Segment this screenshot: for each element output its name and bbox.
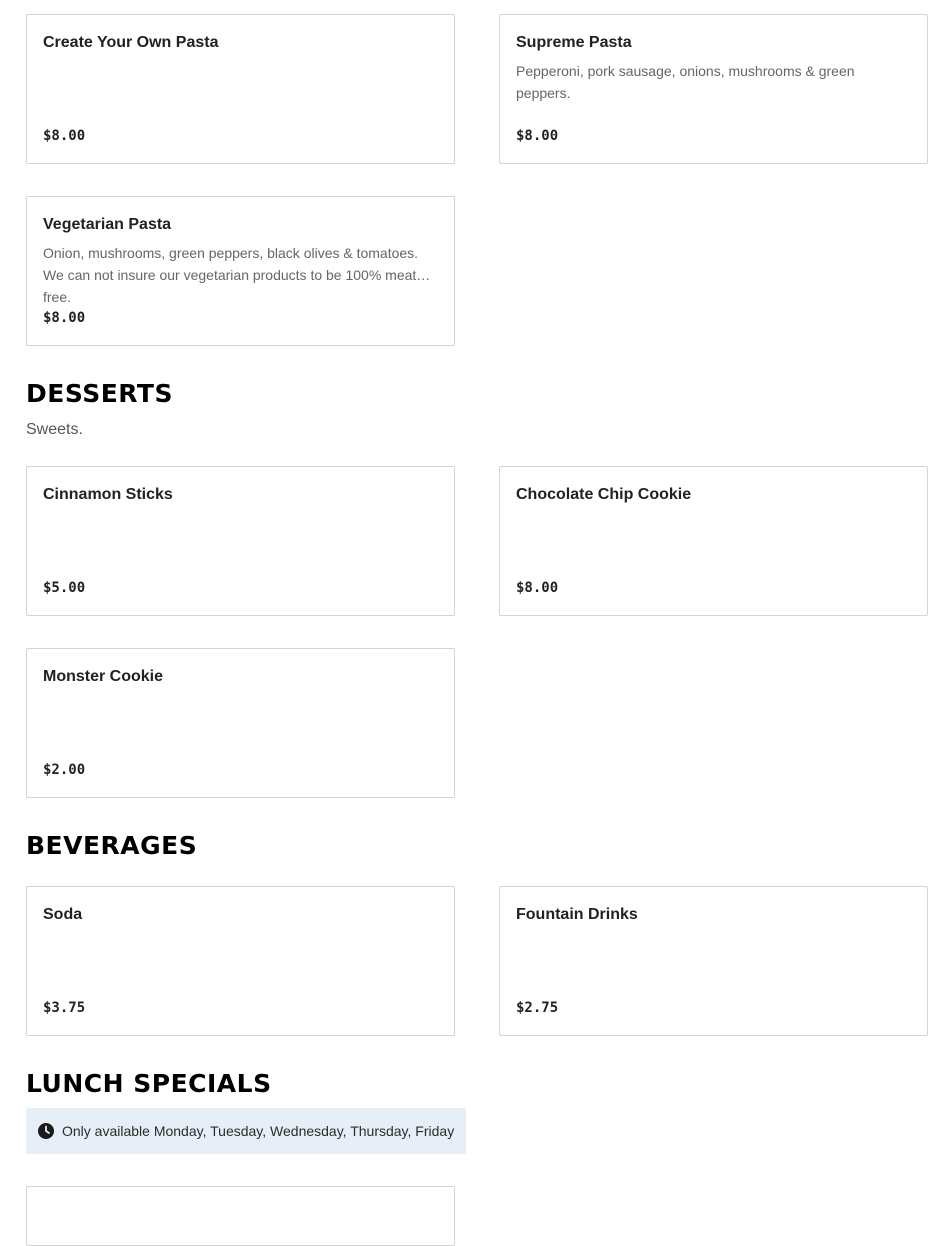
section-subtitle-desserts: Sweets.: [26, 421, 83, 438]
item-name: Cinnamon Sticks: [43, 486, 173, 503]
item-name: Chocolate Chip Cookie: [516, 486, 692, 503]
item-description: Pepperoni, pork sausage, onions, mushrooms & green peppers.: [516, 63, 855, 101]
item-price: $8.00: [43, 128, 86, 144]
menu-item-card[interactable]: [26, 196, 455, 346]
item-price: $2.75: [516, 1000, 559, 1016]
item-price: $5.00: [43, 580, 86, 596]
menu-item-card[interactable]: [499, 466, 928, 616]
item-name: Soda: [43, 906, 83, 923]
menu-item-card[interactable]: [26, 648, 455, 798]
item-price: $2.00: [43, 762, 86, 778]
section-title-beverages: BEVERAGES: [26, 831, 198, 860]
item-description: Onion, mushrooms, green peppers, black olives & tomatoes. We can not insure our vegetarian products to be 100% meat free.: [43, 245, 419, 305]
item-name: Supreme Pasta: [516, 34, 632, 51]
menu-item-card[interactable]: [26, 1186, 455, 1246]
item-price: $8.00: [516, 128, 559, 144]
section-title-lunch-specials: LUNCH SPECIALS: [26, 1069, 272, 1098]
menu-item-card[interactable]: [26, 14, 455, 164]
item-name: Fountain Drinks: [516, 906, 638, 923]
menu-item-card[interactable]: [26, 466, 455, 616]
item-name: Create Your Own Pasta: [43, 34, 219, 51]
clock-icon: [38, 1123, 54, 1139]
menu-item-card[interactable]: [26, 886, 455, 1036]
menu-item-card[interactable]: [499, 886, 928, 1036]
section-title-desserts: DESSERTS: [26, 379, 173, 408]
item-price: $8.00: [516, 580, 559, 596]
item-name: Monster Cookie: [43, 668, 164, 685]
menu-item-card[interactable]: [499, 14, 928, 164]
availability-banner: [26, 1108, 466, 1154]
availability-text: Only available Monday, Tuesday, Wednesday, Thursday, Friday: [62, 1123, 455, 1139]
item-price: $3.75: [43, 1000, 86, 1016]
item-name: Vegetarian Pasta: [43, 216, 172, 233]
item-price: $8.00: [43, 310, 86, 326]
